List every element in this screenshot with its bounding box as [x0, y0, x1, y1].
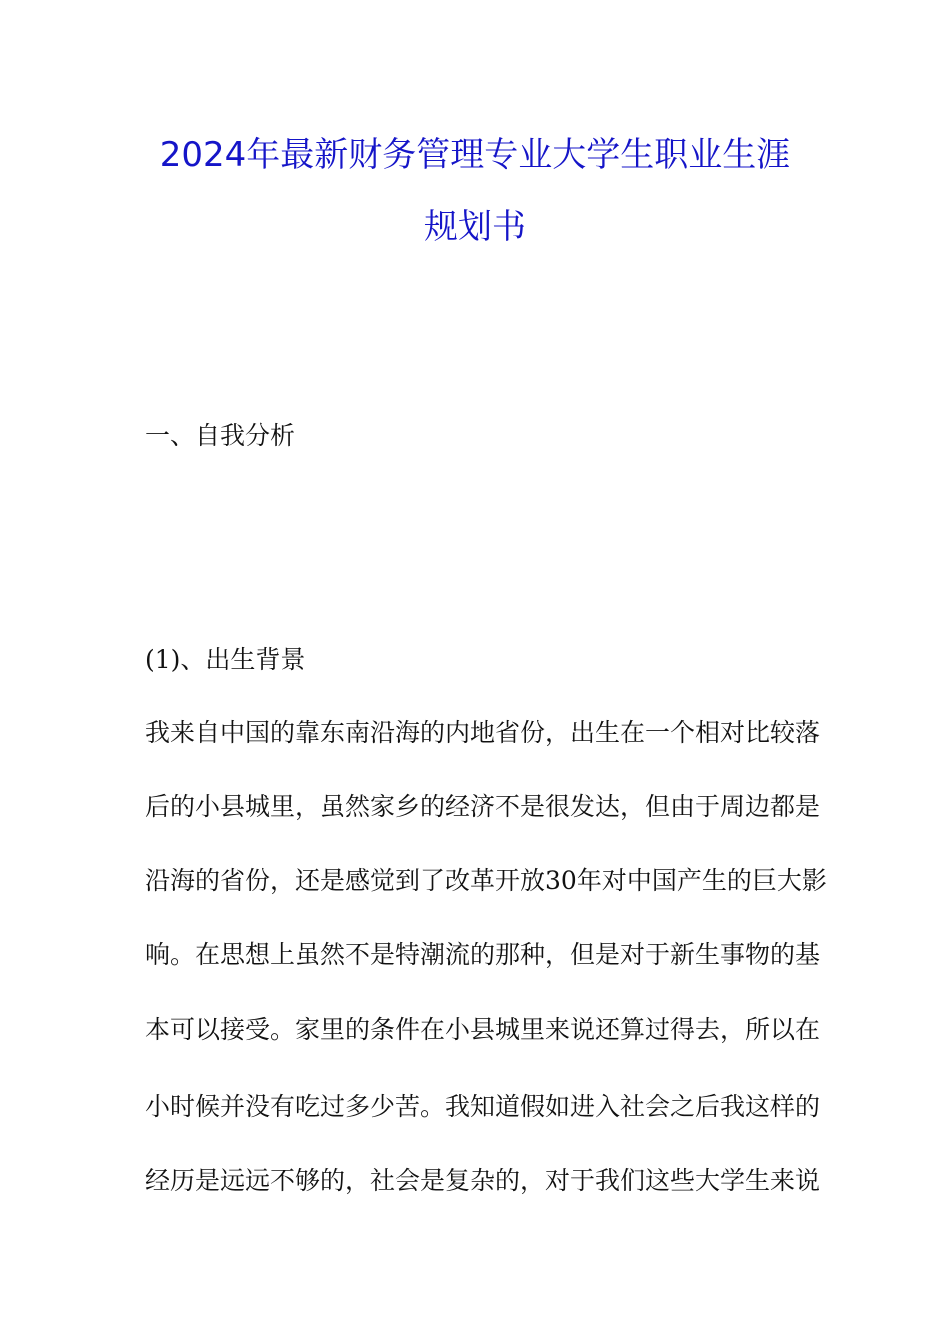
paragraph-line: 我来自中国的靠东南沿海的内地省份，出生在一个相对比较落 [145, 718, 821, 747]
section-heading-self-analysis: 一、自我分析 [145, 421, 296, 450]
paragraph-line: 小时候并没有吃过多少苦。我知道假如进入社会之后我这样的 [145, 1092, 821, 1121]
subsection-heading-birth-background: (1)、出生背景 [145, 645, 306, 674]
paragraph-line: 响。在思想上虽然不是特潮流的那种，但是对于新生事物的基 [145, 940, 821, 969]
paragraph-line: 沿海的省份，还是感觉到了改革开放30年对中国产生的巨大影 [145, 866, 827, 895]
paragraph-line: 经历是远远不够的，社会是复杂的，对于我们这些大学生来说 [145, 1166, 821, 1195]
paragraph-line: 本可以接受。家里的条件在小县城里来说还算过得去，所以在 [145, 1015, 821, 1044]
document-title-line-2: 规划书 [424, 207, 526, 247]
paragraph-line: 后的小县城里，虽然家乡的经济不是很发达，但由于周边都是 [145, 792, 821, 821]
document-title-line-1: 2024年最新财务管理专业大学生职业生涯 [159, 135, 791, 175]
